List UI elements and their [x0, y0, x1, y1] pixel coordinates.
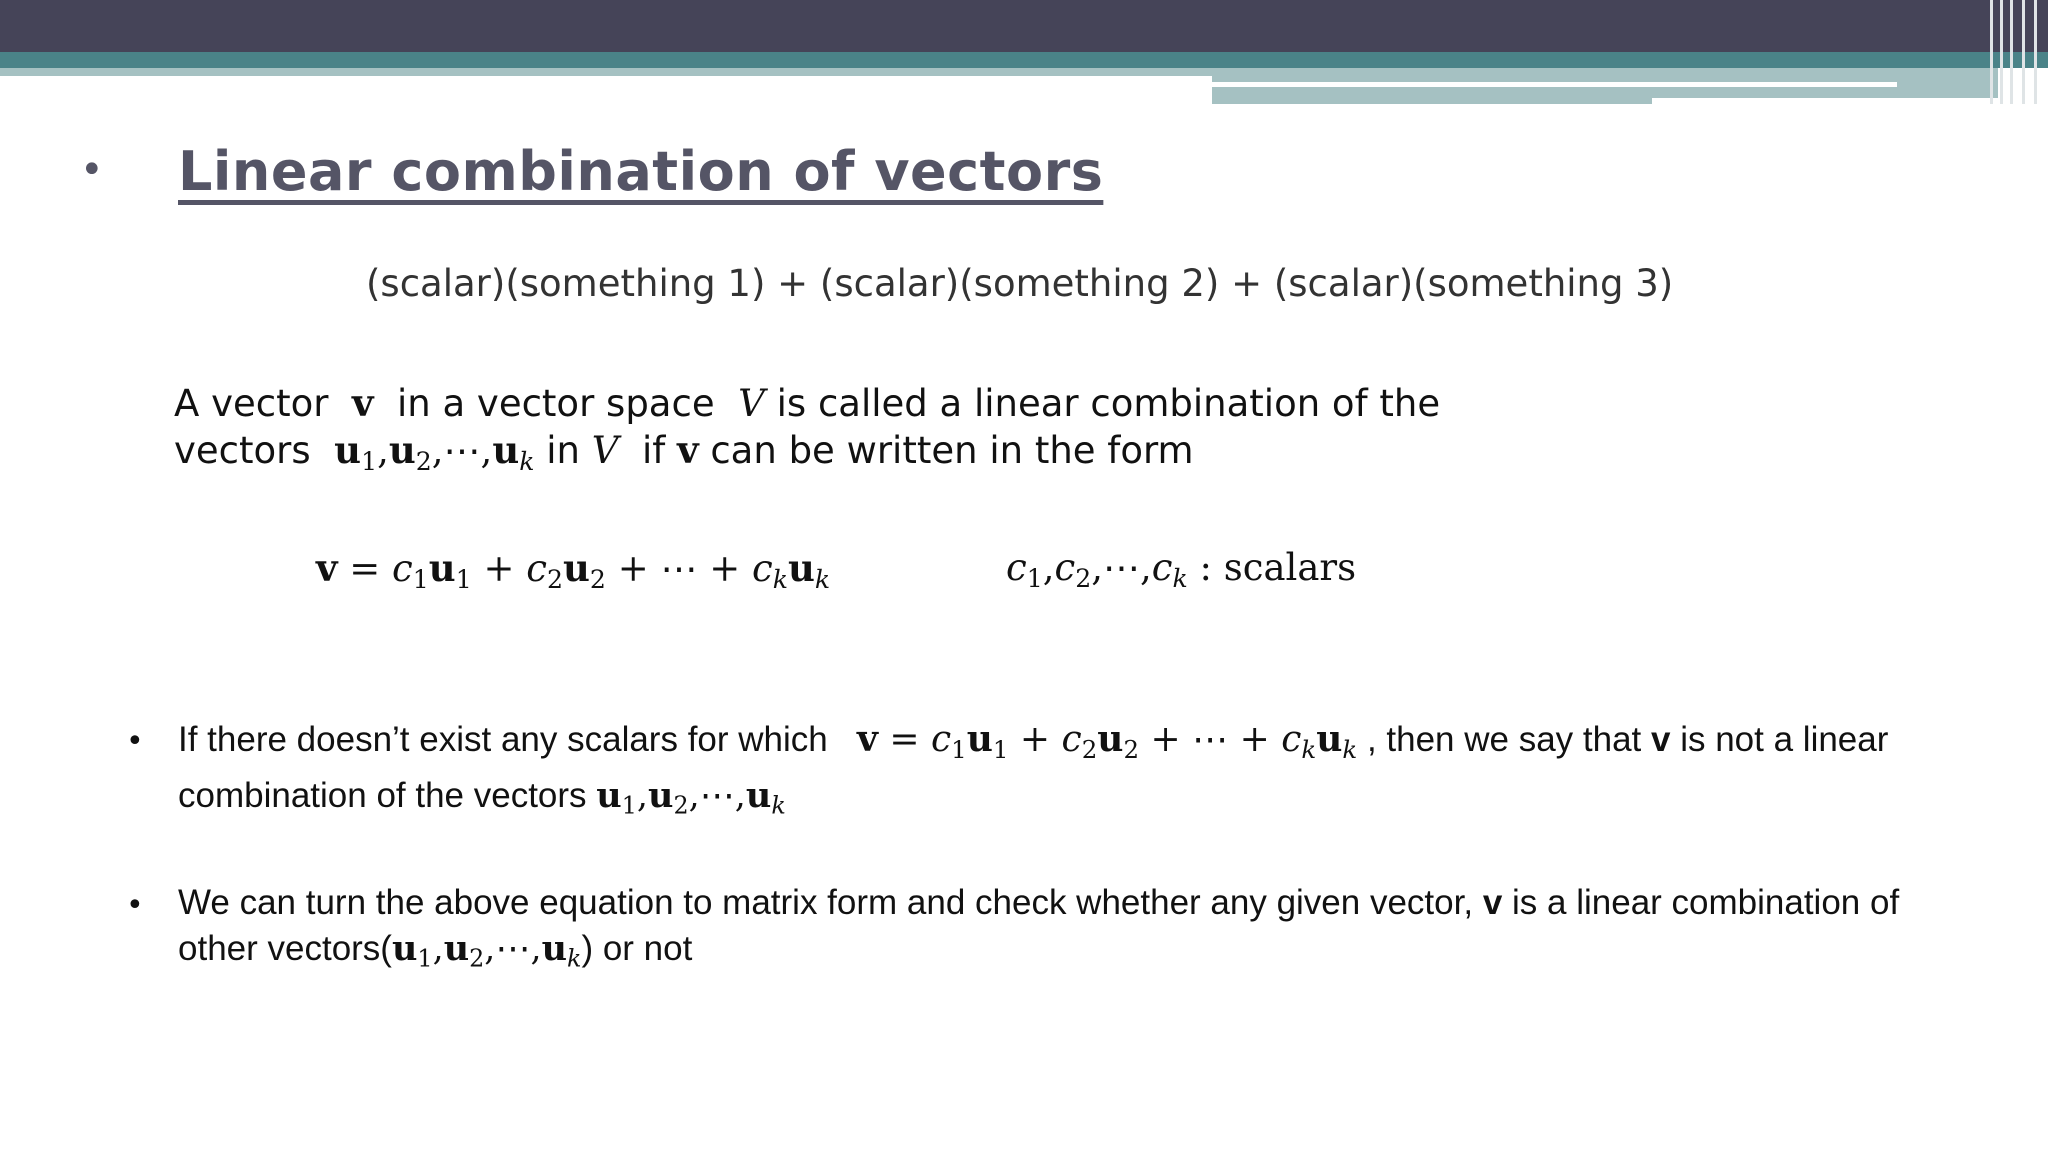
- vector-v: v: [677, 428, 699, 472]
- scalar-expression: (scalar)(something 1) + (scalar)(something 2) + (scalar)(something 3): [366, 262, 1674, 305]
- def-text: can be written in the form: [710, 429, 1194, 472]
- header-bar-teal: [0, 52, 2048, 68]
- scalars-note: $c_1,c_2,\cdots,c_k$ : scalars: [1006, 546, 1357, 594]
- def-text: in: [546, 429, 580, 472]
- inline-equation: $v = c_1u_1 + c_2u_2$ + ⋯ + $c_ku_k$: [856, 718, 1358, 764]
- linear-combination-equation: $v = c_1u_1 + c_2u_2$ + ⋯ + $c_ku_k$: [316, 546, 831, 595]
- definition-line-2: [174, 427, 1440, 485]
- definition-line-1: [174, 380, 1440, 427]
- vector-list: $u_1,u_2,\cdots,u_k$: [391, 928, 582, 973]
- bullet-1-text: [178, 716, 1888, 829]
- def-text: vectors: [174, 429, 311, 472]
- bullet-2-text: [178, 880, 1899, 982]
- header-edge-line: [2000, 0, 2003, 104]
- def-text: A vector: [174, 382, 329, 425]
- vector-list: $u_1,u_2,\cdots,u_k$: [334, 428, 535, 477]
- header-bar-dark: [0, 0, 2048, 52]
- bullet-marker: •: [126, 888, 144, 923]
- header-edge-line: [1990, 0, 1993, 104]
- header-bar-light: [0, 68, 1212, 76]
- bullet-2-line-1: We can turn the above equation to matrix form and check whether any given vector, v is a linear combination of: [178, 883, 1900, 922]
- def-text: in a vector space: [397, 382, 715, 425]
- vector-v: v: [351, 381, 374, 425]
- vector-list: $u_1,u_2,\cdots,u_k$: [596, 774, 786, 820]
- bullet-1-line-1: If there doesn’t exist any scalars for which $v = c_1u_1 + c_2u_2$ + ⋯ + $c_ku_k$ , then we say that v is not a linear: [178, 718, 1889, 764]
- def-text: if: [642, 429, 666, 472]
- header-accent-stripe-2: [1652, 98, 1998, 104]
- def-text: is called a linear combination of the: [776, 382, 1441, 425]
- header-accent-stripe: [1212, 82, 1897, 87]
- bullet-2-line-2: other $vectors(u_1,u_2,\cdots,u_k)$ or not: [178, 928, 693, 973]
- bullet-marker: •: [126, 724, 144, 759]
- header-edge-line: [2022, 0, 2025, 104]
- definition-text: [174, 380, 1440, 485]
- title-bullet: •: [80, 147, 104, 193]
- space-V: V: [738, 382, 765, 425]
- bullet-1-line-2: combination of the vectors $u_1,u_2,\cdots,u_k$: [178, 774, 786, 820]
- header-edge-line: [2034, 0, 2037, 104]
- slide-title: Linear combination of vectors: [178, 140, 1104, 203]
- header-edge-line: [2010, 0, 2013, 104]
- space-V: V: [591, 429, 619, 472]
